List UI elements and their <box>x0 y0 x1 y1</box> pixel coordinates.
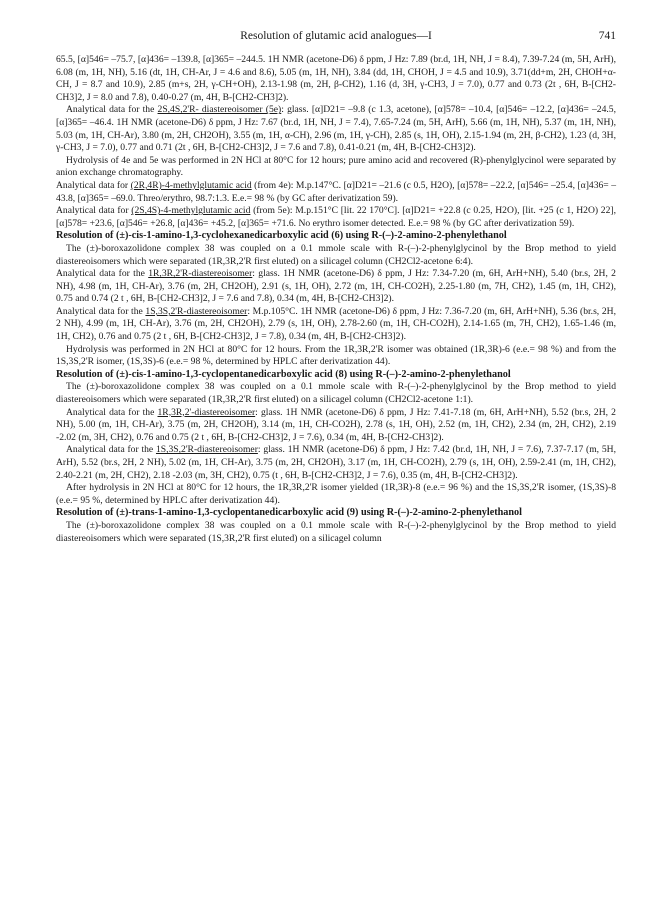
running-header <box>56 30 616 46</box>
paragraph-analytical-5e: Analytical data for the 2S,4S,2'R- diastereoisomer (5e): glass. [α]D21= –9.8 (c 1.3, acetone), [α]578= –10.4, [α]546= –12.2, [α]436= –24.5, [α]365= –46.4. 1H NMR (acetone-D6) δ ppm, J Hz: 7.67 (br.d, 1H, NH, J = 7.4), 7.65-7.24 (m, 5H, ArH), 5.66 (m, 1H, NH), 5.37 (m, 1H, NH), 5.03 (m, 1H, CH-Ar), 3.80 (m, 2H, CH2OH), 3.55 (m, 1H, α-CH), 2.96 (m, 1H, γ-CH), 2.85 (s, 1H, OH), 2.15-1.94 (m, 2H, β-CH2), 1.23 (d, 3H, γ-CH3, J = 7.0), 0.77 and 0.71 (2t , 6H, B-[CH2-CH3]2, J = 7.6 and 7.8), 0.41-0.21 (m, 4H, B-[CH2-CH3]2). <box>56 104 616 154</box>
compound-link: 1S,3S,2'R-diastereoisomer <box>155 444 258 456</box>
journal-page <box>56 30 616 545</box>
running-title: Resolution of glutamic acid analogues—I <box>240 30 432 42</box>
compound-link: 1S,3S,2'R-diastereoisomer <box>145 305 248 317</box>
compound-link: 2S,4S,2'R- diastereoisomer (5e) <box>157 104 282 116</box>
paragraph-analytical-2s4s: Analytical data for (2S,4S)-4-methylglutamic acid (from 5e): M.p.151°C [lit. 22 170°C]. [α]D21= +22.8 (c 0.25, H2O), [lit. +25 (c 1, H2O) 22], [α]578= +23.6, [α]546= +26.8, [α]436= +45.2, [α]365= +71.6. No erythro isomer detected. E.e.= 98 % (by GC after derivatization 59). <box>56 205 616 229</box>
compound-link: 1R,3R,2'R-diastereoisomer <box>148 268 253 280</box>
page-number: 741 <box>598 30 616 42</box>
paragraph-coupling: The (±)-boroxazolidone complex 38 was coupled on a 0.1 mmole scale with R-(–)-2-phenylglycinol by the Brop method to yield diastereoisomers which were separated (1S,3R,2'R first eluted) on a silicagel column <box>56 519 616 544</box>
paragraph-analytical-1s3s: Analytical data for the 1S,3S,2'R-diastereoisomer: M.p.105°C. 1H NMR (acetone-D6) δ ppm, J Hz: 7.36-7.20 (m, 6H, ArH+NH), 5.36 (br.s, 2H, 2 NH), 4.99 (m, 1H, CH-Ar), 3.76 (m, 2H, CH2OH), 2.79 (s, 1H, OH), 2.78-2.60 (m, 1H, CH-CO2H), 2.14-1.65 (m, 7H, CH2), 1.65-1.46 (m, 1H, CH2), 0.76 and 0.75 (2 t , 6H, B-[CH2-CH3]2, J = 7.8), 0.34 (m, 4H, B-[CH2-CH3]2). <box>56 305 616 343</box>
paragraph-hydrolysis: Hydrolysis of 4e and 5e was performed in 2N HCl at 80°C for 12 hours; pure amino acid and recovered (R)-phenylglycinol were separated by anion exchange chromatography. <box>56 154 616 179</box>
section-heading: Resolution of (±)-cis-1-amino-1,3-cyclopentanedicarboxylic acid (8) using R-(–)-2-amino-2-phenylethanol <box>56 368 511 380</box>
section-heading: Resolution of (±)-trans-1-amino-1,3-cyclopentanedicarboxylic acid (9) using R-(–)-2-amino-2-phenylethanol <box>56 507 522 519</box>
paragraph-coupling: The (±)-boroxazolidone complex 38 was coupled on a 0.1 mmole scale with R-(–)-2-phenylglycinol by the Brop method to yield diastereoisomers which were separated (1R,3R,2'R first eluted) on a silicagel column (CH2Cl2-acetone 1:1). <box>56 381 616 406</box>
paragraph-coupling: The (±)-boroxazolidone complex 38 was coupled on a 0.1 mmole scale with R-(–)-2-phenylglycinol by the Brop method to yield diastereoisomers which were separated (1R,3R,2'R first eluted) on a silicagel column (CH2Cl2-acetone 6:4). <box>56 242 616 267</box>
paragraph-analytical-1r3r: Analytical data for the 1R,3R,2'R-diastereoisomer: glass. 1H NMR (acetone-D6) δ ppm, J Hz: 7.34-7.20 (m, 6H, ArH+NH), 5.40 (br.s, 2H, 2 NH), 4.98 (m, 1H, CH-Ar), 3.76 (m, 2H, CH2OH), 2.91 (s, 1H, OH), 2.72 (m, 1H, CH-CO2H), 2.25-1.80 (m, 7H, CH2), 1.45 (m, 1H, CH2), 0.75 and 0.74 (2 t , 6H, B-[CH2-CH3]2, J = 7.6 and 7.8), 0.34 (m, 4H, B-[CH2-CH3]2). <box>56 268 616 305</box>
paragraph-hydrolysis: Hydrolysis was performed in 2N HCl at 80°C for 12 hours. From the 1R,3R,2'R isomer was obtained (1R,3R)-6 (e.e.= 98 %) and from the 1S,3S,2'R isomer, (1S,3S)-6 (e.e.= 98 %, determined by HPLC after derivatization 44). <box>56 343 616 368</box>
compound-link: 1R,3R,2'-diastereoisomer <box>157 406 256 418</box>
paragraph-analytical-1s3s: Analytical data for the 1S,3S,2'R-diastereoisomer: glass. 1H NMR (acetone-D6) δ ppm, J Hz: 7.42 (br.d, 1H, NH, J = 7.6), 7.37-7.17 (m, 5H, ArH), 5.52 (br.s, 2H, 2 NH), 5.02 (m, 1H, CH-Ar), 3.75 (m, 2H, CH2OH), 3.17 (m, 1H, CH-CO2H), 2.79 (s, 1H, OH), 2.59-2.41 (m, 1H, CH2), 2.40-2.21 (m, 2H, CH2), 2.18 -2.03 (m, 3H, CH2), 0.75 (t , 6H, B-[CH2-CH3]2, J = 7.6), 0.35 (m, 4H, B-[CH2-CH3]2). <box>56 444 616 481</box>
paragraph-hydrolysis: After hydrolysis in 2N HCl at 80°C for 12 hours, the 1R,3R,2'R isomer yielded (1R,3R)-8 (e.e.= 96 %) and the 1S,3S,2'R isomer, (1S,3S)-8 (e.e.= 95 %, determined by HPLC after derivatization 44). <box>56 482 616 506</box>
section-heading: Resolution of (±)-cis-1-amino-1,3-cyclohexanedicarboxylic acid (6) using R-(–)-2-amino-2-phenylethanol <box>56 230 507 242</box>
compound-link: (2R,4R)-4-methylglutamic acid <box>130 179 252 191</box>
paragraph-nmr-data: 65.5, [α]546= –75.7, [α]436= –139.8, [α]365= –244.5. 1H NMR (acetone-D6) δ ppm, J Hz: 7.89 (br.d, 1H, NH, J = 8.4), 7.39-7.24 (m, 5H, ArH), 6.08 (m, 1H, NH), 5.16 (dt, 1H, CH-Ar, J = 4.6 and 8.6), 5.05 (m, 1H, NH), 3.84 (dd, 1H, CHOH, J = 4.5 and 10.9), 3.71(dd+m, 2H, CHOH+α-CH, J = 8.7 and 10.9), 2.85 (m+s, 2H, γ-CH+OH), 2.13-1.98 (m, 2H, β-CH2), 1.16 (d, 3H, γ-CH3, J = 7.0), 0.77 and 0.73 (2t , 6H, B-[CH2-CH3]2, J = 8.0 and 7.8), 0.40-0.27 (m, 4H, B-[CH2-CH3]2). <box>56 54 616 103</box>
article-body <box>56 54 616 545</box>
compound-link: (2S,4S)-4-methylglutamic acid <box>131 205 251 217</box>
paragraph-analytical-1r3r: Analytical data for the 1R,3R,2'-diastereoisomer: glass. 1H NMR (acetone-D6) δ ppm, J Hz: 7.41-7.18 (m, 6H, ArH+NH), 5.52 (br.s, 2H, 2 NH), 5.00 (m, 1H, CH-Ar), 3.75 (m, 2H, CH2OH), 3.14 (m, 1H, CH-CO2H), 2.78 (s, 1H, OH), 2.52 (m, 1H, CH2), 2.34 (m, 2H, CH2), 2.19 -2.02 (m, 3H, CH2), 0.76 and 0.75 (2 t , 6H, B-[CH2-CH3]2, J = 7.6), 0.34 (m, 4H, B-[CH2-CH3]2). <box>56 406 616 443</box>
paragraph-analytical-2r4r: Analytical data for (2R,4R)-4-methylglutamic acid (from 4e): M.p.147°C. [α]D21= –21.6 (c 0.5, H2O), [α]578= –22.2, [α]546= –25.4, [α]436= –43.8, [α]365= –69.0. Threo/erythro, 98.7:1.3. E.e.= 98 % (by GC after derivatization 59). <box>56 179 616 204</box>
